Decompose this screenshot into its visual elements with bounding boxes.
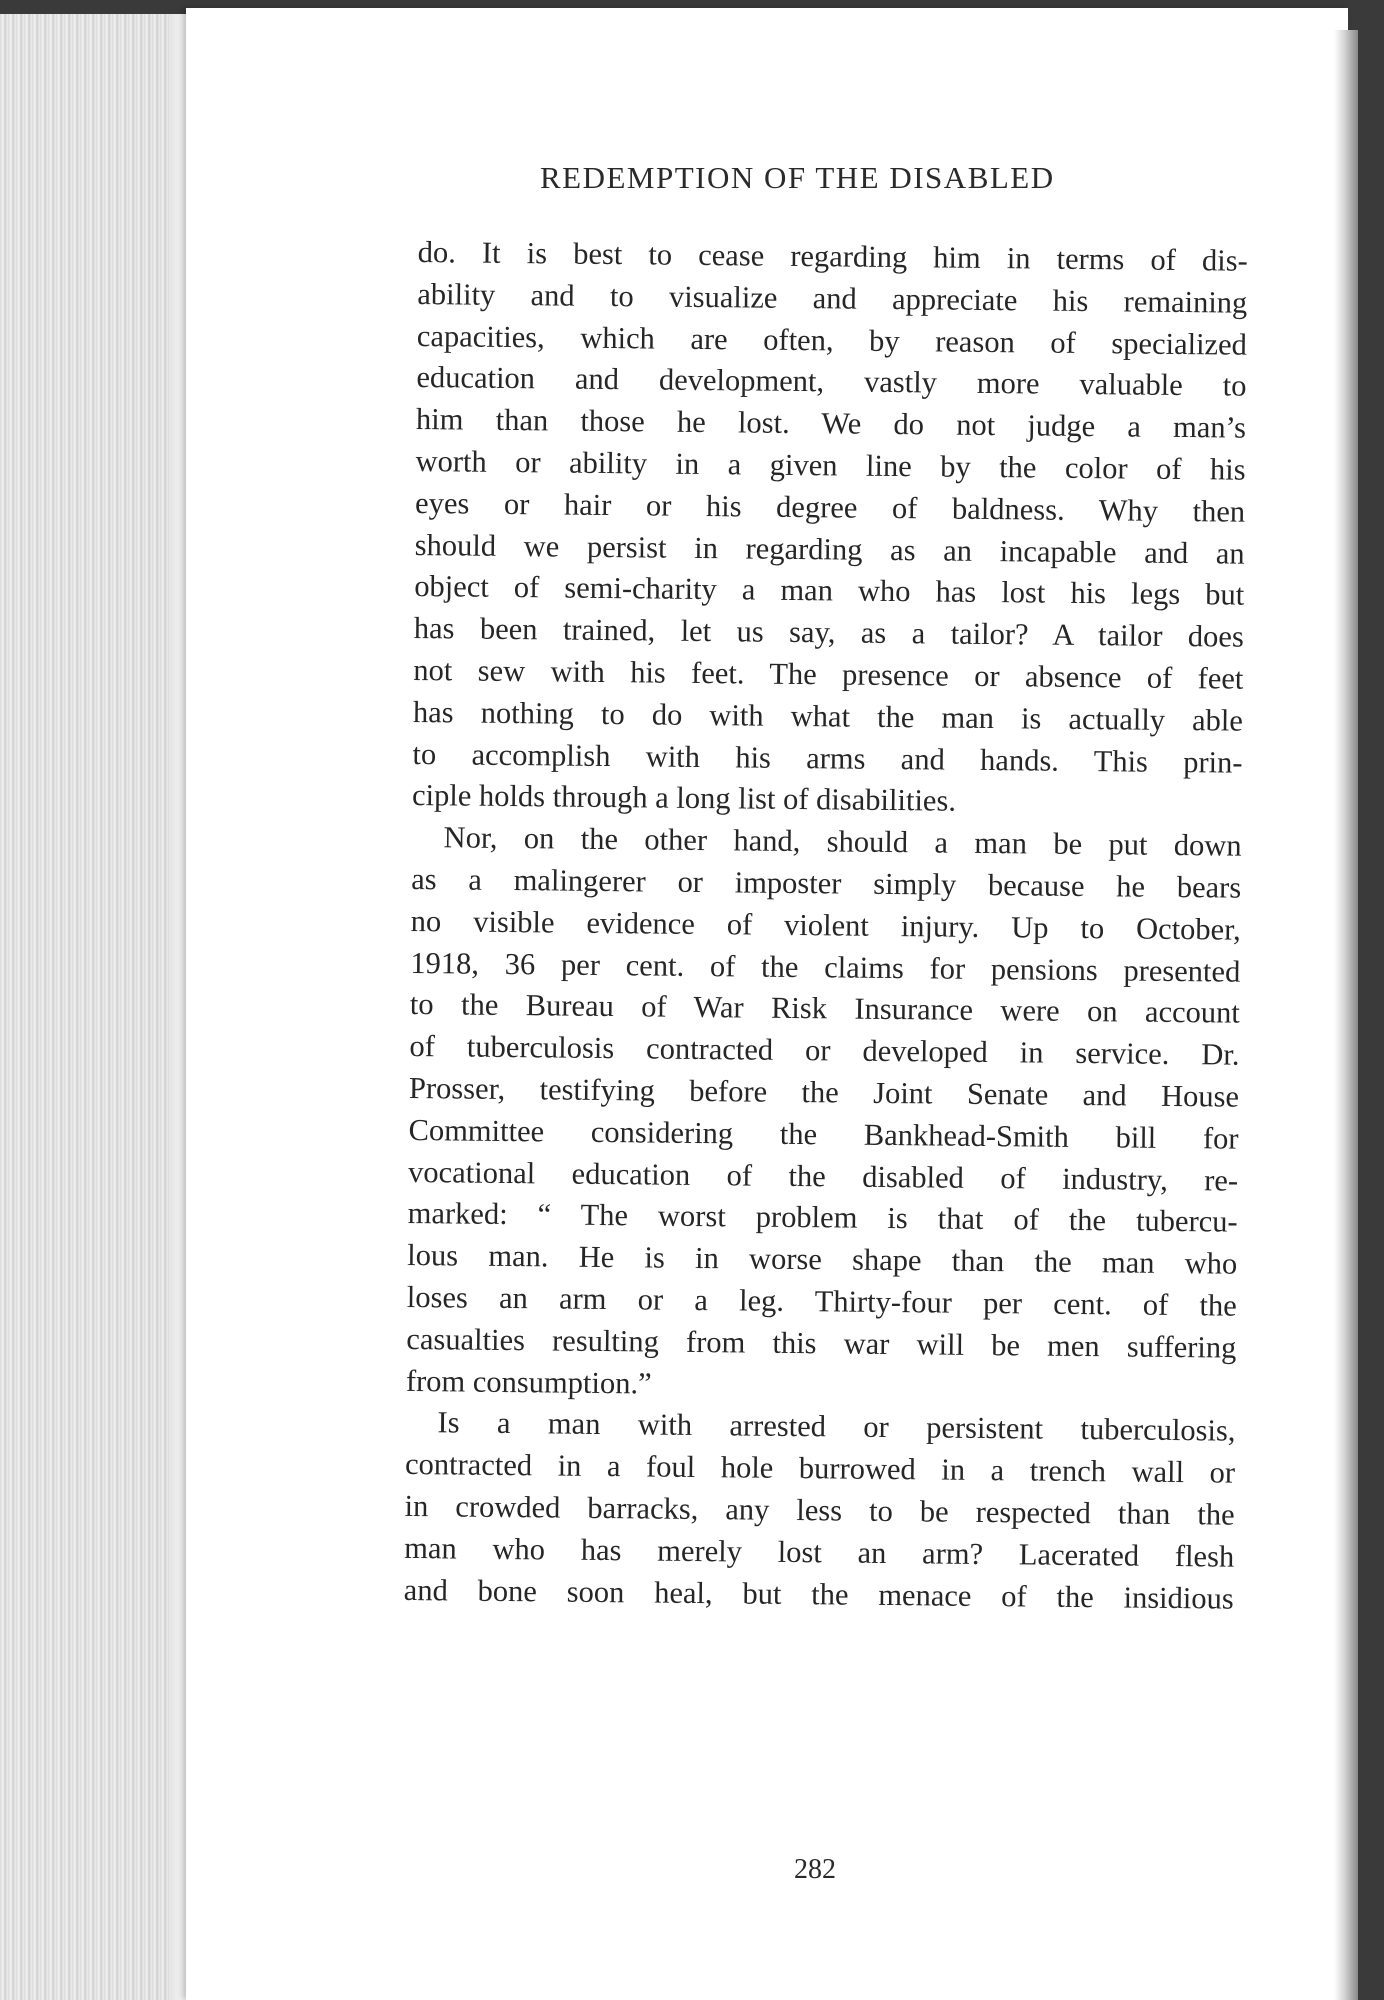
- text-line: ability and to visualize and appreciate his remaining: [417, 276, 1248, 320]
- paragraph-3: [404, 1402, 1236, 1620]
- text-line: and bone soon heal, but the menace of the insidious: [403, 1572, 1234, 1616]
- running-head: REDEMPTION OF THE DISABLED: [540, 160, 1055, 195]
- text-line: 1918, 36 per cent. of the claims for pensions presented: [410, 945, 1241, 989]
- text-line: do. It is best to cease regarding him in terms of dis-: [417, 234, 1248, 278]
- text-line: as a malingerer or imposter simply because he bears: [411, 861, 1242, 905]
- paragraph-2: [406, 817, 1242, 1411]
- text-line: man who has merely lost an arm? Lacerated flesh: [404, 1530, 1235, 1574]
- page-right-edge: [1334, 30, 1358, 2000]
- text-line: not sew with his feet. The presence or absence of feet: [413, 652, 1244, 696]
- text-line: vocational education of the disabled of industry, re-: [407, 1154, 1239, 1198]
- paragraph-1: [412, 232, 1248, 826]
- text-line: loses an arm or a leg. Thirty-four per cent. of the: [406, 1279, 1237, 1323]
- text-line: should we persist in regarding as an incapable and an: [414, 527, 1245, 571]
- text-line: education and development, vastly more valuable to: [416, 360, 1247, 404]
- text-line: object of semi-charity a man who has lost his legs but: [414, 569, 1245, 613]
- text-line: contracted in a foul hole burrowed in a trench wall or: [404, 1447, 1236, 1490]
- text-line: Nor, on the other hand, should a man be put down: [443, 820, 1242, 863]
- text-line: lous man. He is in worse shape than the man who: [407, 1238, 1238, 1281]
- text-line: casualties resulting from this war will be men suffering: [406, 1321, 1237, 1365]
- body-text: [404, 232, 1248, 1620]
- text-line: him than those he lost. We do not judge a man’s: [415, 402, 1247, 445]
- text-line: of tuberculosis contracted or developed in service. Dr.: [409, 1029, 1240, 1072]
- text-line: Prosser, testifying before the Joint Senate and House: [408, 1070, 1240, 1114]
- text-line: capacities, which are often, by reason of specialized: [416, 318, 1248, 362]
- text-line: ciple holds through a long list of disabilities.: [411, 778, 957, 819]
- text-line: to accomplish with his arms and hands. This prin-: [412, 736, 1243, 780]
- text-line: no visible evidence of violent injury. Up to October,: [410, 903, 1241, 947]
- text-line: to the Bureau of War Risk Insurance were on account: [409, 987, 1241, 1030]
- left-page-stack: [0, 14, 190, 2000]
- text-line: Committee considering the Bankhead-Smith bill for: [408, 1112, 1239, 1156]
- text-line: has nothing to do with what the man is actually able: [412, 694, 1244, 738]
- text-line: worth or ability in a given line by the color of his: [415, 443, 1246, 487]
- text-line: from consumption.”: [405, 1363, 652, 1401]
- text-line: eyes or hair or his degree of baldness. Why then: [414, 485, 1246, 529]
- text-line: Is a man with arrested or persistent tuberculosis,: [437, 1405, 1236, 1448]
- text-line: marked: “ The worst problem is that of the tubercu-: [407, 1196, 1238, 1239]
- text-line: in crowded barracks, any less to be respected than the: [404, 1488, 1235, 1532]
- page-number: 282: [794, 1854, 836, 1885]
- text-line: has been trained, let us say, as a tailor? A tailor does: [413, 611, 1244, 654]
